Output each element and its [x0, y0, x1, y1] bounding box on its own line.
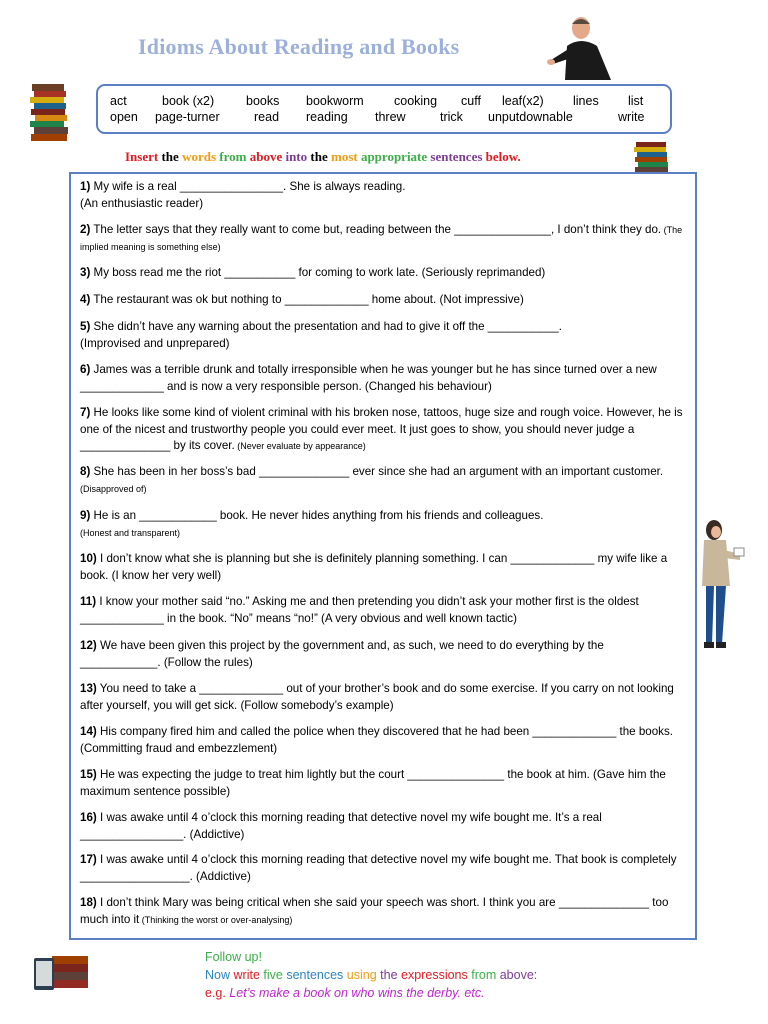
question-4	[80, 292, 686, 309]
word-bank-item: cooking	[394, 94, 438, 108]
word-bank	[96, 84, 672, 134]
question-text: I was awake until 4 o’clock this morning reading that detective novel my wife bought me. That book is completely _________________. (Addictive)	[80, 853, 677, 883]
question-text: You need to take a _____________ out of your brother’s book and do some exercise. If you carry on not looking after yourself, you will get sick. (Follow somebody’s example)	[80, 682, 674, 712]
question-hint: (Never evaluate by appearance)	[234, 441, 366, 451]
question-text: I don’t know what she is planning but she is definitely planning something. I can _____________ my wife like a book. (I know her very well)	[80, 552, 668, 582]
question-hint: (An enthusiastic reader)	[80, 196, 204, 210]
colored-word: the	[310, 149, 328, 164]
teacher-illustration	[545, 12, 617, 82]
word-bank-item: threw	[375, 110, 406, 124]
word-bank-item: list	[628, 94, 644, 108]
question-10	[80, 551, 686, 584]
question-17	[80, 852, 686, 885]
follow-up-section	[205, 948, 537, 1002]
question-16	[80, 810, 686, 843]
question-2	[80, 222, 686, 255]
woman-reading-illustration	[696, 516, 748, 652]
word-bank-item: act	[110, 94, 127, 108]
word-bank-item: bookworm	[306, 94, 364, 108]
colored-word: expressions	[401, 968, 468, 982]
example-label: e.g.	[205, 986, 226, 1000]
question-number: 1)	[80, 180, 91, 193]
question-number: 5)	[80, 320, 91, 333]
question-number: 2)	[80, 223, 91, 236]
colored-word: the	[161, 149, 179, 164]
question-1	[80, 179, 686, 212]
question-number: 9)	[80, 509, 91, 522]
question-13	[80, 681, 686, 714]
question-hint: (The implied meaning is something else)	[80, 225, 683, 252]
question-text: James was a terrible drunk and totally irresponsible when he was younger but he has since turned over a new _____________ and is now a very responsible person. (Changed his behaviour)	[80, 363, 657, 393]
question-number: 11)	[80, 595, 97, 608]
colored-word: below.	[485, 149, 521, 164]
word-bank-item: reading	[306, 110, 348, 124]
question-text: We have been given this project by the government and, as such, we need to do everything by the ____________. (Follow the rules)	[80, 639, 604, 669]
exercise-box	[69, 172, 697, 940]
colored-word: Insert	[125, 149, 159, 164]
colored-word: sentences	[286, 968, 344, 982]
question-text: He is an ____________ book. He never hides anything from his friends and colleagues.	[93, 509, 544, 522]
question-number: 12)	[80, 639, 97, 652]
follow-up-instruction	[205, 966, 537, 984]
word-bank-item: leaf(x2)	[502, 94, 544, 108]
question-text: My wife is a real ________________. She is always reading.	[90, 180, 406, 193]
question-number: 14)	[80, 725, 97, 738]
word-bank-item: write	[618, 110, 645, 124]
question-number: 18)	[80, 896, 97, 909]
question-number: 7)	[80, 406, 91, 419]
question-number: 15)	[80, 768, 97, 781]
word-bank-item: read	[254, 110, 280, 124]
question-3	[80, 265, 686, 282]
page-title: Idioms About Reading and Books	[138, 34, 460, 59]
follow-up-example	[205, 984, 537, 1002]
question-6	[80, 362, 686, 395]
question-18	[80, 895, 686, 928]
question-hint: (Disapproved of)	[80, 483, 147, 494]
question-hint: (Honest and transparent)	[80, 527, 181, 538]
question-12	[80, 638, 686, 671]
question-11	[80, 594, 686, 627]
small-books-icon	[632, 140, 672, 174]
question-hint: (Thinking the worst or over-analysing)	[139, 914, 293, 925]
colored-word: above	[249, 149, 283, 164]
colored-word: from	[219, 149, 247, 164]
question-hint: (Improvised and unprepared)	[80, 336, 230, 350]
colored-word: write	[233, 968, 260, 982]
colored-word: words	[182, 149, 217, 164]
colored-word: sentences	[430, 149, 483, 164]
question-number: 6)	[80, 363, 91, 376]
question-number: 17)	[80, 853, 97, 866]
question-text: She has been in her boss’s bad ______________ ever since she had an argument with an important customer.	[93, 465, 664, 478]
question-number: 3)	[80, 266, 91, 279]
word-bank-item: page-turner	[155, 110, 220, 124]
word-bank-item: books	[246, 94, 280, 108]
question-text: The letter says that they really want to come but, reading between the _______________, I don’t think they do.	[93, 223, 662, 236]
question-text: He was expecting the judge to treat him lightly but the court _______________ the book at him. (Gave him the maximum sentence possible)	[80, 768, 666, 798]
question-text: The restaurant was ok but nothing to _____________ home about. (Not impressive)	[93, 293, 524, 306]
question-15	[80, 767, 686, 800]
question-14	[80, 724, 686, 757]
word-bank-item: book (x2)	[162, 94, 215, 108]
colored-word: from	[471, 968, 497, 982]
question-text: I know your mother said “no.” Asking me and then pretending you didn’t ask your mother first is the oldest _____________ in the book. “No” means “no!” (A very obvious and well known tactic)	[80, 595, 639, 625]
question-text: My boss read me the riot ___________ for coming to work late. (Seriously reprimanded)	[93, 266, 546, 279]
colored-word: most	[330, 149, 358, 164]
word-bank-item: unputdownable	[488, 110, 573, 124]
book-stack-icon	[28, 80, 72, 146]
question-number: 10)	[80, 552, 97, 565]
word-bank-item: cuff	[461, 94, 481, 108]
question-text: His company fired him and called the police when they discovered that he had been _____________ the books. (Committing fraud and embezzlement)	[80, 725, 673, 755]
question-8	[80, 464, 686, 497]
question-number: 13)	[80, 682, 97, 695]
question-7	[80, 405, 686, 455]
question-number: 8)	[80, 465, 91, 478]
question-text: I was awake until 4 o’clock this morning reading that detective novel my wife bought me. It’s a real ________________. (Addictive)	[80, 811, 602, 841]
question-text: He looks like some kind of violent criminal with his broken nose, tattoos, huge size and rough voice. However, he is one of the nicest and trustworthy people you could ever meet. It just goes to show, you should never judge a ______________ by its cover.	[80, 406, 683, 452]
colored-word: five	[263, 968, 283, 982]
question-text: She didn’t have any warning about the presentation and had to give it off the ___________.	[93, 320, 562, 333]
tablet-books-icon	[30, 950, 92, 998]
follow-up-heading: Follow up!	[205, 950, 262, 964]
question-9	[80, 508, 686, 541]
question-5	[80, 319, 686, 352]
question-text: I don’t think Mary was being critical when she said your speech was short. I think you are ______________ too much into it	[80, 896, 669, 926]
colored-word: into	[285, 149, 308, 164]
colored-word: using	[346, 968, 377, 982]
colored-word: Now	[205, 968, 231, 982]
colored-word: above:	[499, 968, 538, 982]
question-number: 16)	[80, 811, 97, 824]
example-text: Let’s make a book on who wins the derby. etc.	[229, 986, 485, 1000]
colored-word: appropriate	[360, 149, 428, 164]
instructions	[125, 149, 521, 165]
word-bank-item: open	[110, 110, 138, 124]
word-bank-item: lines	[573, 94, 599, 108]
question-number: 4)	[80, 293, 91, 306]
colored-word: the	[380, 968, 398, 982]
word-bank-item: trick	[440, 110, 463, 124]
